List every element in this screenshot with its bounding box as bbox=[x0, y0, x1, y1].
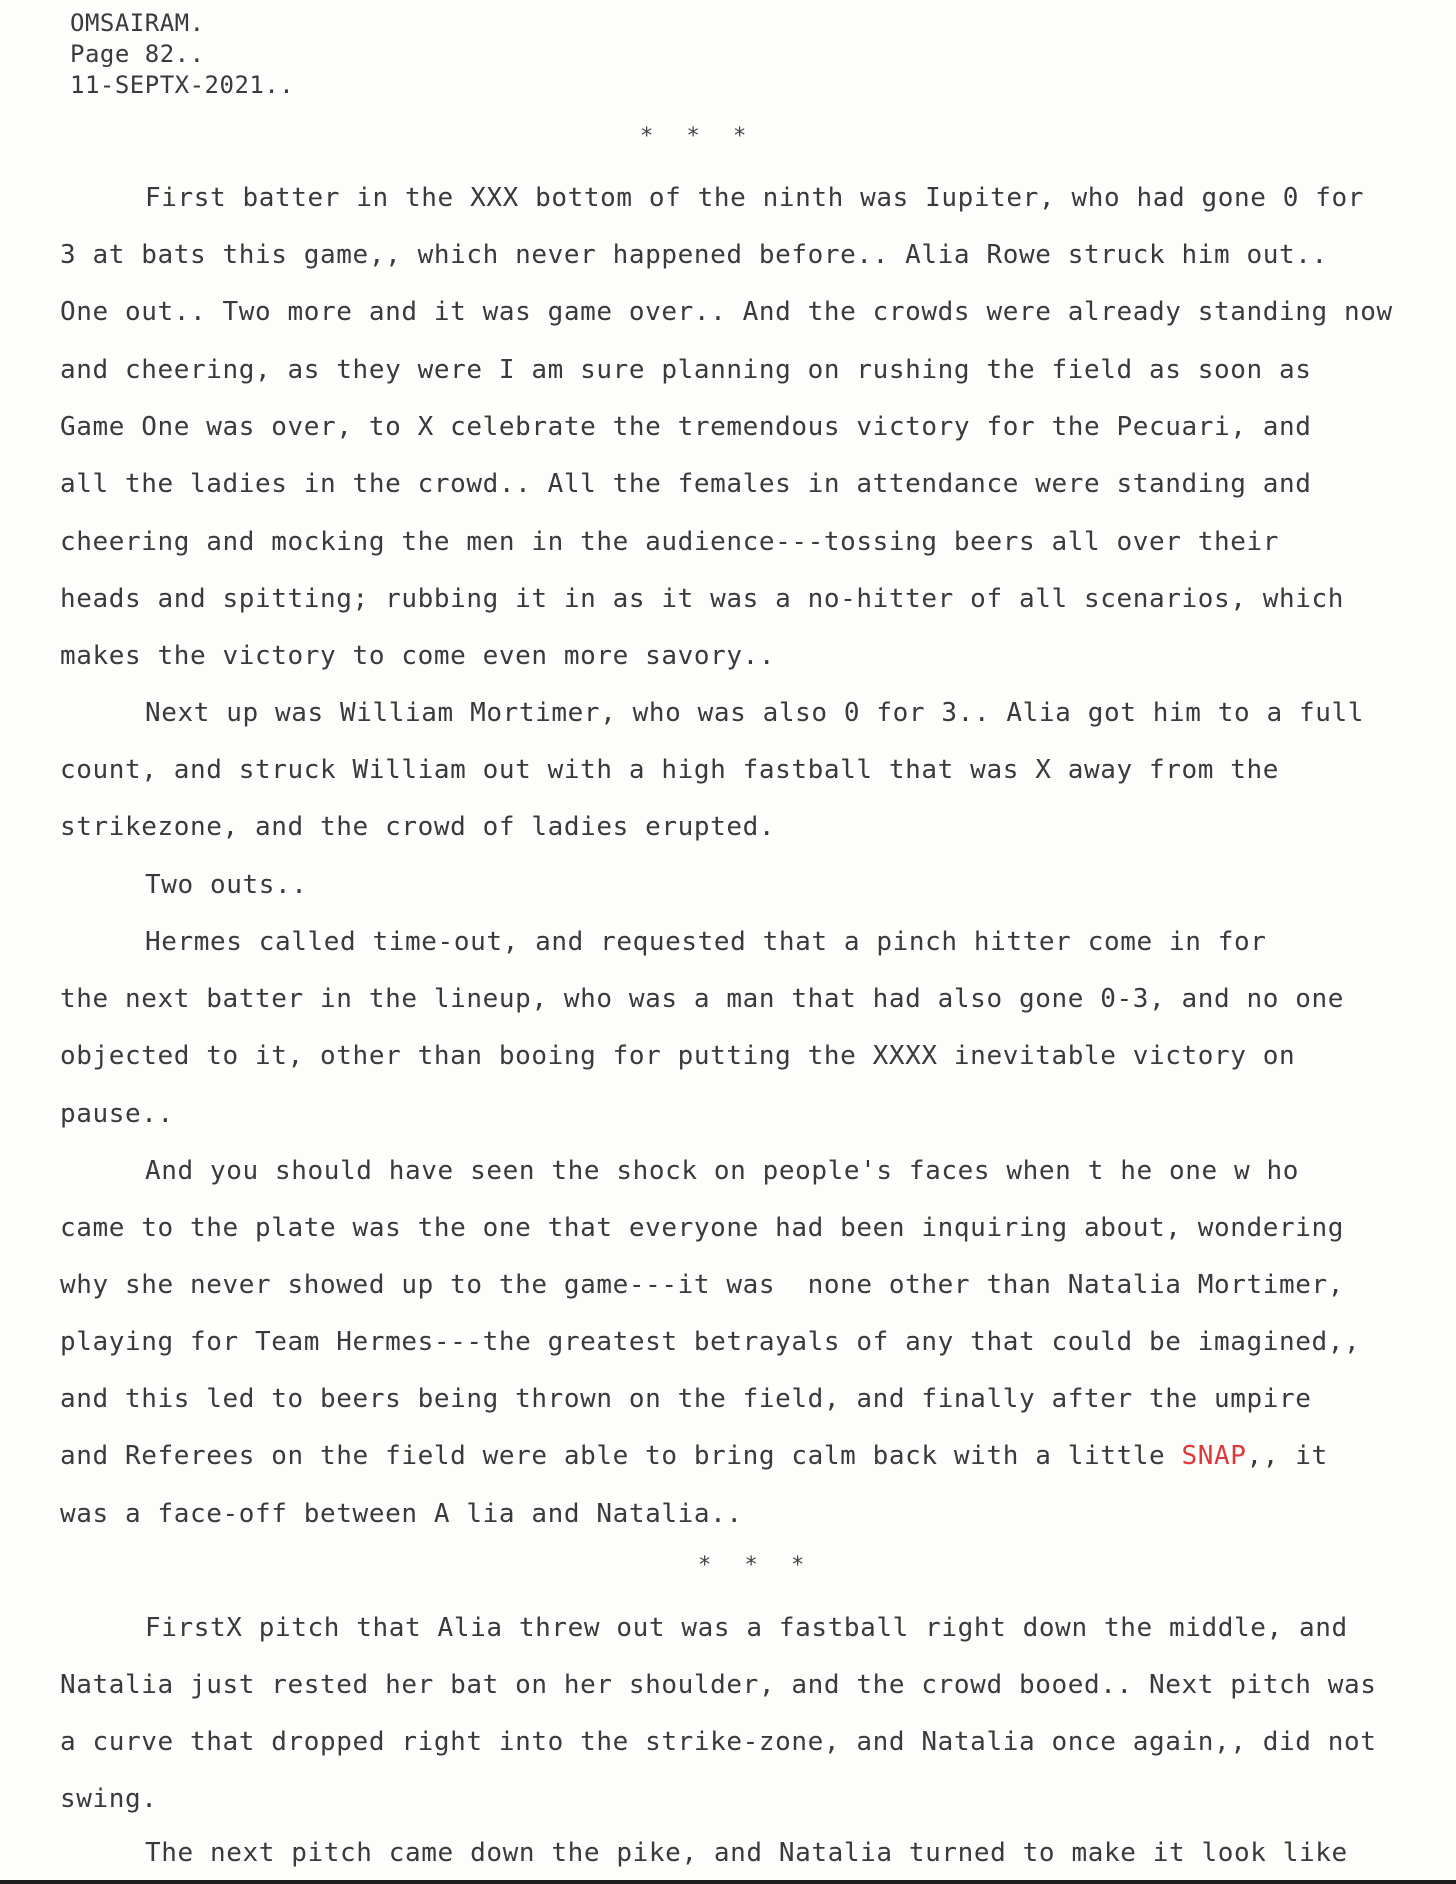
text-segment: and Referees on the field were able to bring calm back with a little bbox=[60, 1441, 1182, 1471]
text-line: Next up was William Mortimer, who was also 0 for 3.. Alia got him to a full bbox=[145, 698, 1364, 728]
text-line: makes the victory to come even more savory.. bbox=[60, 641, 776, 671]
text-line: And you should have seen the shock on people's faces when t he one w ho bbox=[145, 1156, 1299, 1186]
text-line: Two outs.. bbox=[145, 870, 308, 900]
text-line: One out.. Two more and it was game over.. And the crowds were already standing now bbox=[60, 297, 1393, 327]
text-line: Natalia just rested her bat on her shoulder, and the crowd booed.. Next pitch was bbox=[60, 1670, 1377, 1700]
text-line-with-snap bbox=[60, 1441, 1328, 1471]
text-line: 3 at bats this game,, which never happened before.. Alia Rowe struck him out.. bbox=[60, 240, 1328, 270]
text-line: swing. bbox=[60, 1784, 158, 1814]
text-line: strikezone, and the crowd of ladies erupted. bbox=[60, 812, 776, 842]
text-line: came to the plate was the one that everyone had been inquiring about, wondering bbox=[60, 1213, 1345, 1243]
text-line: First batter in the XXX bottom of the ninth was Iupiter, who had gone 0 for bbox=[145, 183, 1364, 213]
snap-word: SNAP bbox=[1181, 1441, 1247, 1471]
header-line-page-number: Page 82.. bbox=[70, 40, 205, 68]
text-line: Hermes called time-out, and requested that a pinch hitter come in for bbox=[145, 927, 1267, 957]
text-segment: ,, it bbox=[1246, 1441, 1328, 1471]
text-line: objected to it, other than booing for putting the XXXX inevitable victory on bbox=[60, 1041, 1296, 1071]
text-line: heads and spitting; rubbing it in as it was a no-hitter of all scenarios, which bbox=[60, 584, 1345, 614]
text-line: count, and struck William out with a high fastball that was X away from the bbox=[60, 755, 1279, 785]
section-separator-top: * * * bbox=[640, 124, 757, 149]
text-line: and cheering, as they were I am sure planning on rushing the field as soon as bbox=[60, 355, 1312, 385]
header-line-date: 11-SEPTX-2021.. bbox=[70, 71, 295, 99]
text-line: playing for Team Hermes---the greatest betrayals of any that could be imagined,, bbox=[60, 1327, 1361, 1357]
header-line-omsairam: OMSAIRAM. bbox=[70, 9, 205, 37]
text-line: The next pitch came down the pike, and Natalia turned to make it look like bbox=[145, 1838, 1348, 1868]
text-line: cheering and mocking the men in the audience---tossing beers all over their bbox=[60, 527, 1279, 557]
section-separator-bottom: * * * bbox=[698, 1553, 815, 1578]
text-line: the next batter in the lineup, who was a man that had also gone 0-3, and no one bbox=[60, 984, 1345, 1014]
text-line: why she never showed up to the game---it was none other than Natalia Mortimer, bbox=[60, 1270, 1345, 1300]
bottom-edge-rule bbox=[0, 1880, 1456, 1884]
text-line: Game One was over, to X celebrate the tremendous victory for the Pecuari, and bbox=[60, 412, 1312, 442]
text-line: was a face-off between A lia and Natalia.. bbox=[60, 1499, 743, 1529]
text-line: and this led to beers being thrown on the field, and finally after the umpire bbox=[60, 1384, 1312, 1414]
page-header bbox=[70, 8, 294, 101]
text-line: FirstX pitch that Alia threw out was a fastball right down the middle, and bbox=[145, 1613, 1348, 1643]
text-line: a curve that dropped right into the strike-zone, and Natalia once again,, did not bbox=[60, 1727, 1377, 1757]
text-line: all the ladies in the crowd.. All the females in attendance were standing and bbox=[60, 469, 1312, 499]
text-line: pause.. bbox=[60, 1099, 174, 1129]
